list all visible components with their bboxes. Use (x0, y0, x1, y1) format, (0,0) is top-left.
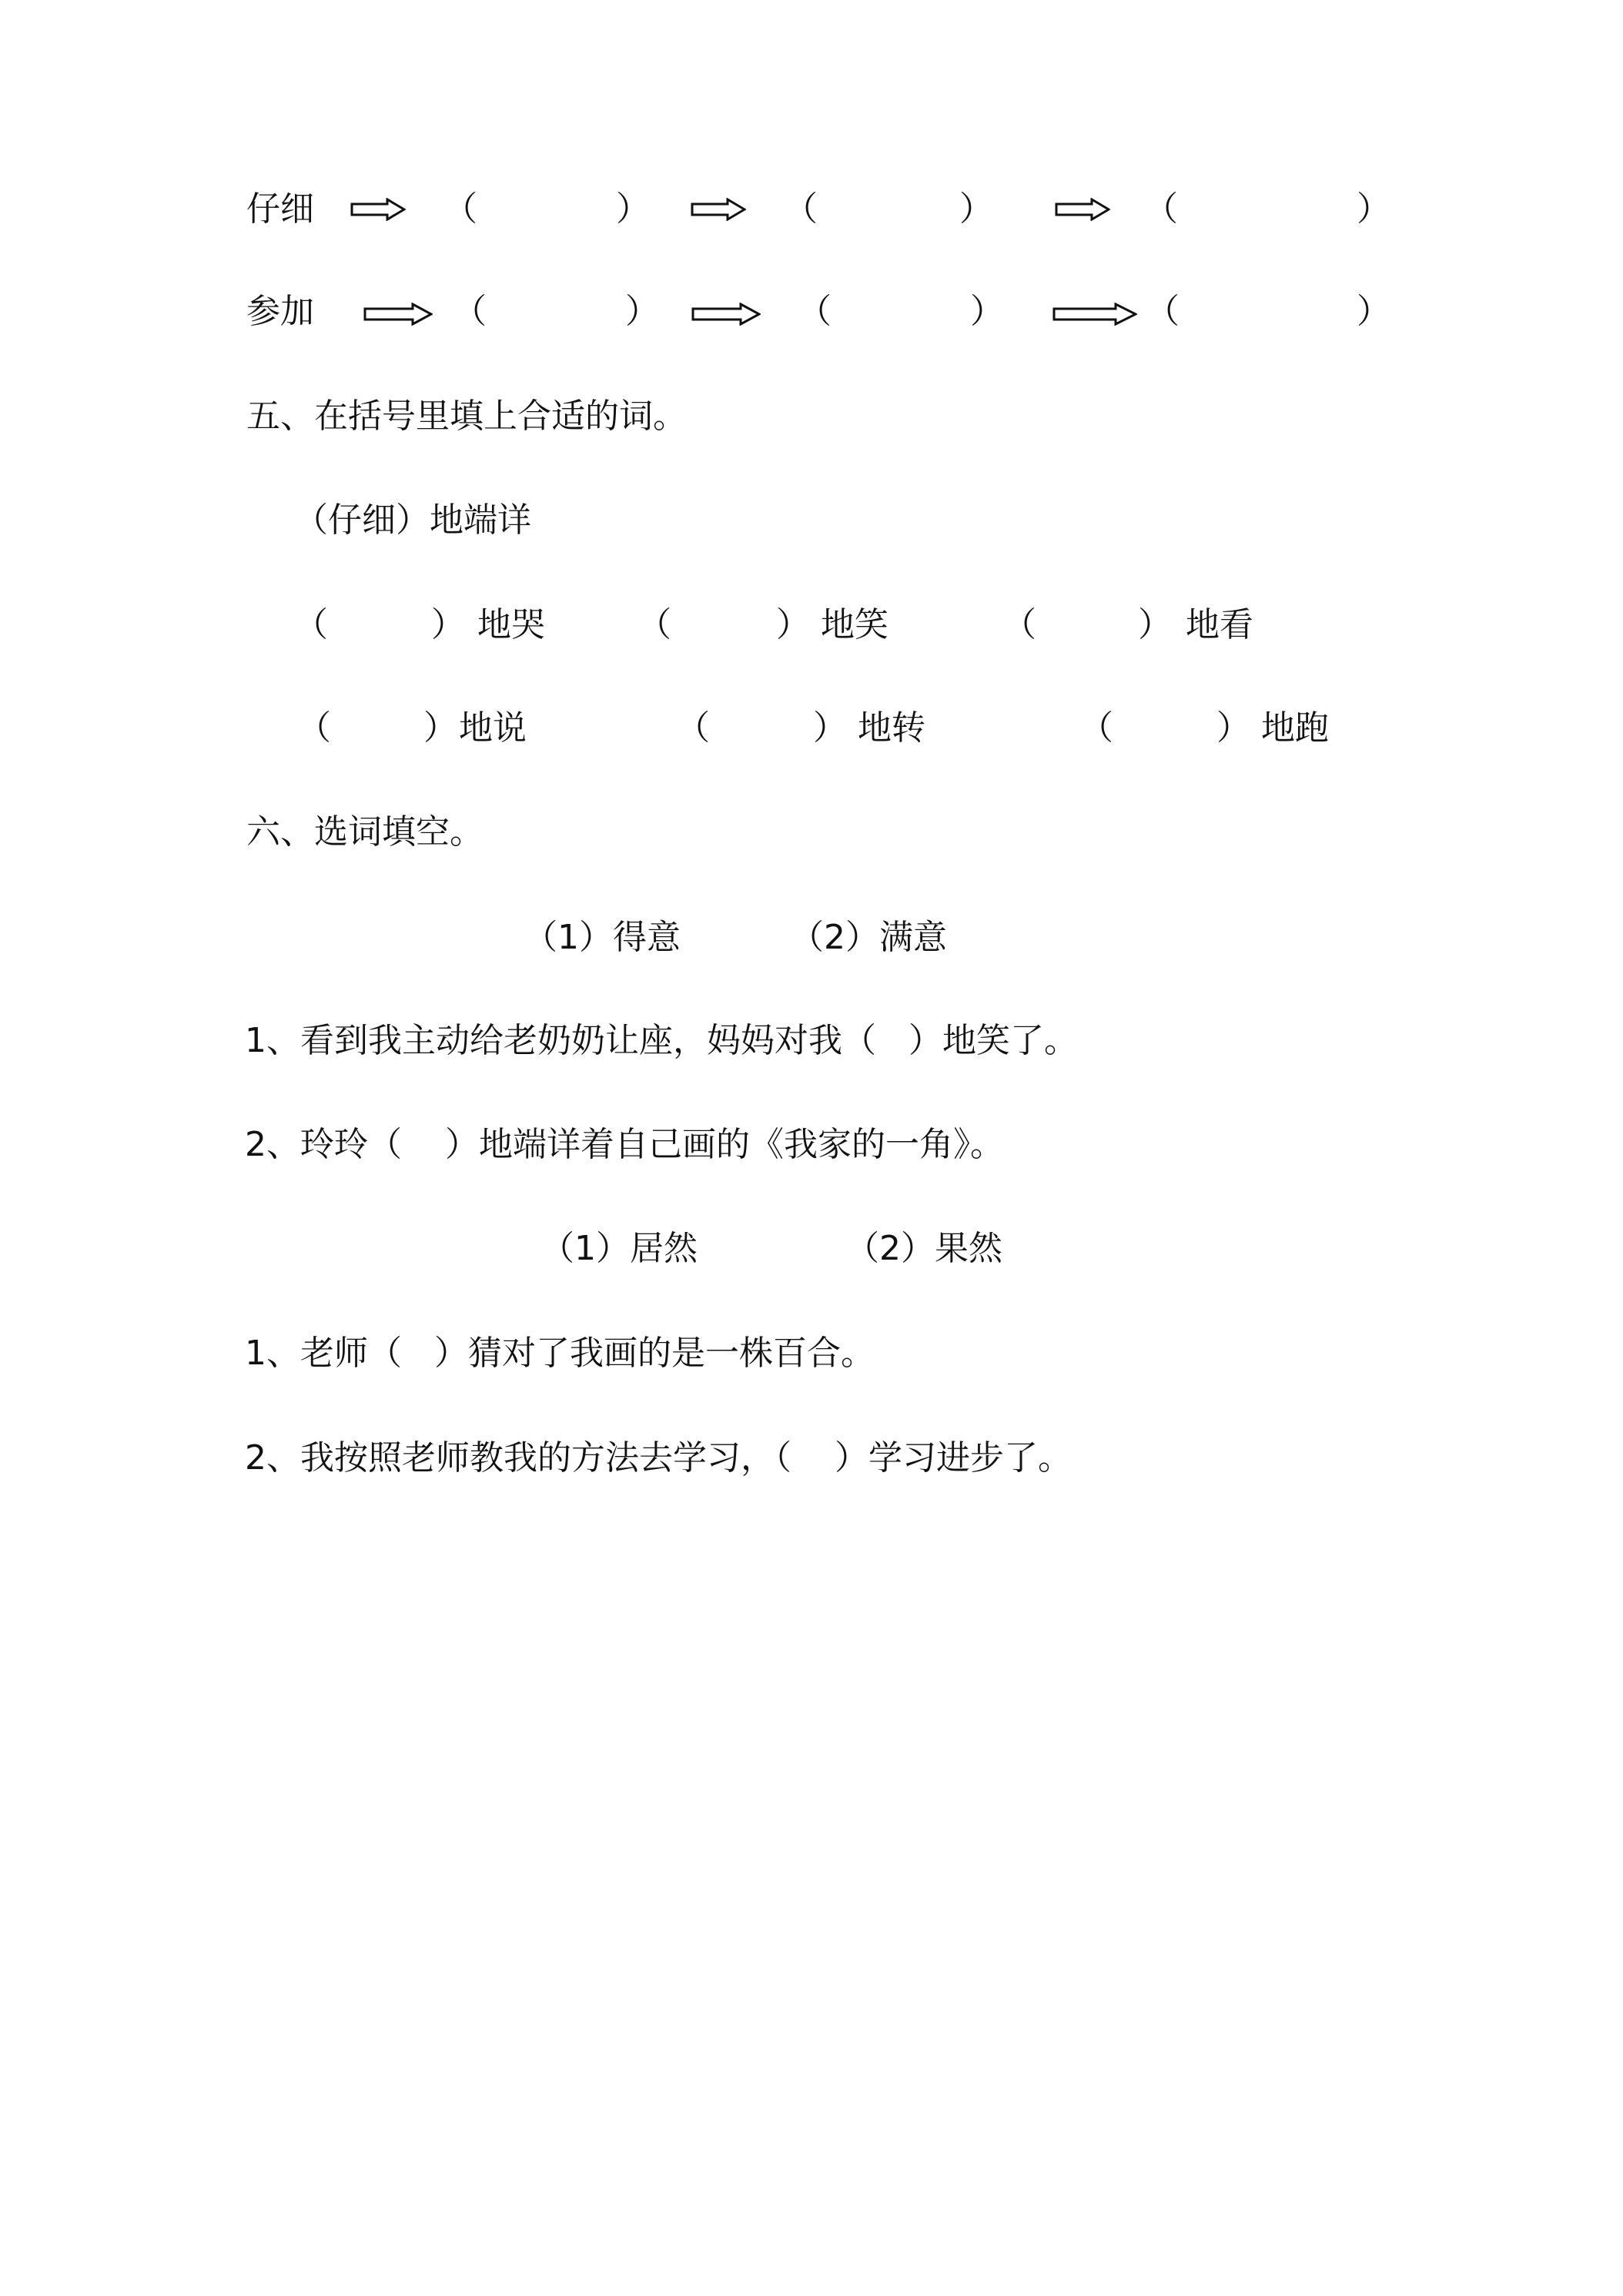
blank-open-paren: （ (798, 292, 832, 331)
word-option: （2）果然 (845, 1229, 1002, 1268)
question: 1、老师（ ）猜对了我画的是一株百合。 (245, 1334, 875, 1373)
fill-suffix: 地笑 (821, 605, 888, 644)
blank-close-paren: ） (423, 708, 457, 748)
blank-open-paren: （ (637, 605, 671, 644)
blank-close-paren: ） (970, 292, 1004, 331)
double-right-arrow-icon (691, 303, 747, 326)
double-right-arrow-icon (691, 198, 746, 221)
blank-close-paren: ） (776, 605, 810, 644)
blank-open-paren: （ (676, 708, 710, 748)
fill-suffix: 地转 (858, 708, 925, 748)
question: 2、玲玲（ ）地端详着自己画的《我家的一角》。 (245, 1125, 1004, 1164)
blank-close-paren: ） (813, 708, 847, 748)
fill-suffix: 地跑 (1261, 708, 1329, 748)
word-option: （2）满意 (790, 918, 947, 957)
blank-open-paren: （ (297, 708, 331, 748)
blank-open-paren: （ (784, 189, 818, 229)
transform-word: 仔细 (246, 189, 314, 229)
blank-open-paren: （ (294, 605, 328, 644)
fill-suffix: 地看 (1186, 605, 1253, 644)
blank-close-paren: ） (1138, 605, 1172, 644)
example-phrase: （仔细）地端详 (294, 500, 531, 540)
double-right-arrow-icon (350, 198, 406, 221)
double-right-arrow-icon (1055, 198, 1110, 221)
blank-close-paren: ） (616, 189, 650, 229)
blank-close-paren: ） (1216, 708, 1250, 748)
question: 1、看到我主动给老奶奶让座，妈妈对我（ ）地笑了。 (245, 1021, 1078, 1060)
blank-open-paren: （ (453, 292, 487, 331)
double-right-arrow-icon (363, 303, 419, 326)
transform-word: 参加 (246, 292, 314, 331)
blank-open-paren: （ (443, 189, 477, 229)
word-option: （1）居然 (540, 1229, 698, 1268)
blank-open-paren: （ (1146, 292, 1180, 331)
fill-suffix: 地说 (459, 708, 527, 748)
question: 2、我按照老师教我的方法去学习，（ ）学习进步了。 (245, 1438, 1072, 1478)
blank-open-paren: （ (1079, 708, 1113, 748)
blank-close-paren: ） (431, 605, 465, 644)
blank-close-paren: ） (959, 189, 993, 229)
blank-close-paren: ） (625, 292, 659, 331)
blank-close-paren: ） (1357, 189, 1390, 229)
fill-suffix: 地哭 (477, 605, 545, 644)
section-heading: 五、在括号里填上合适的词。 (246, 397, 687, 436)
word-option: （1）得意 (524, 918, 681, 957)
blank-open-paren: （ (1144, 189, 1178, 229)
double-right-arrow-icon (1052, 303, 1108, 326)
blank-open-paren: （ (1002, 605, 1036, 644)
blank-close-paren: ） (1357, 292, 1390, 331)
section-heading: 六、选词填空。 (246, 812, 484, 852)
